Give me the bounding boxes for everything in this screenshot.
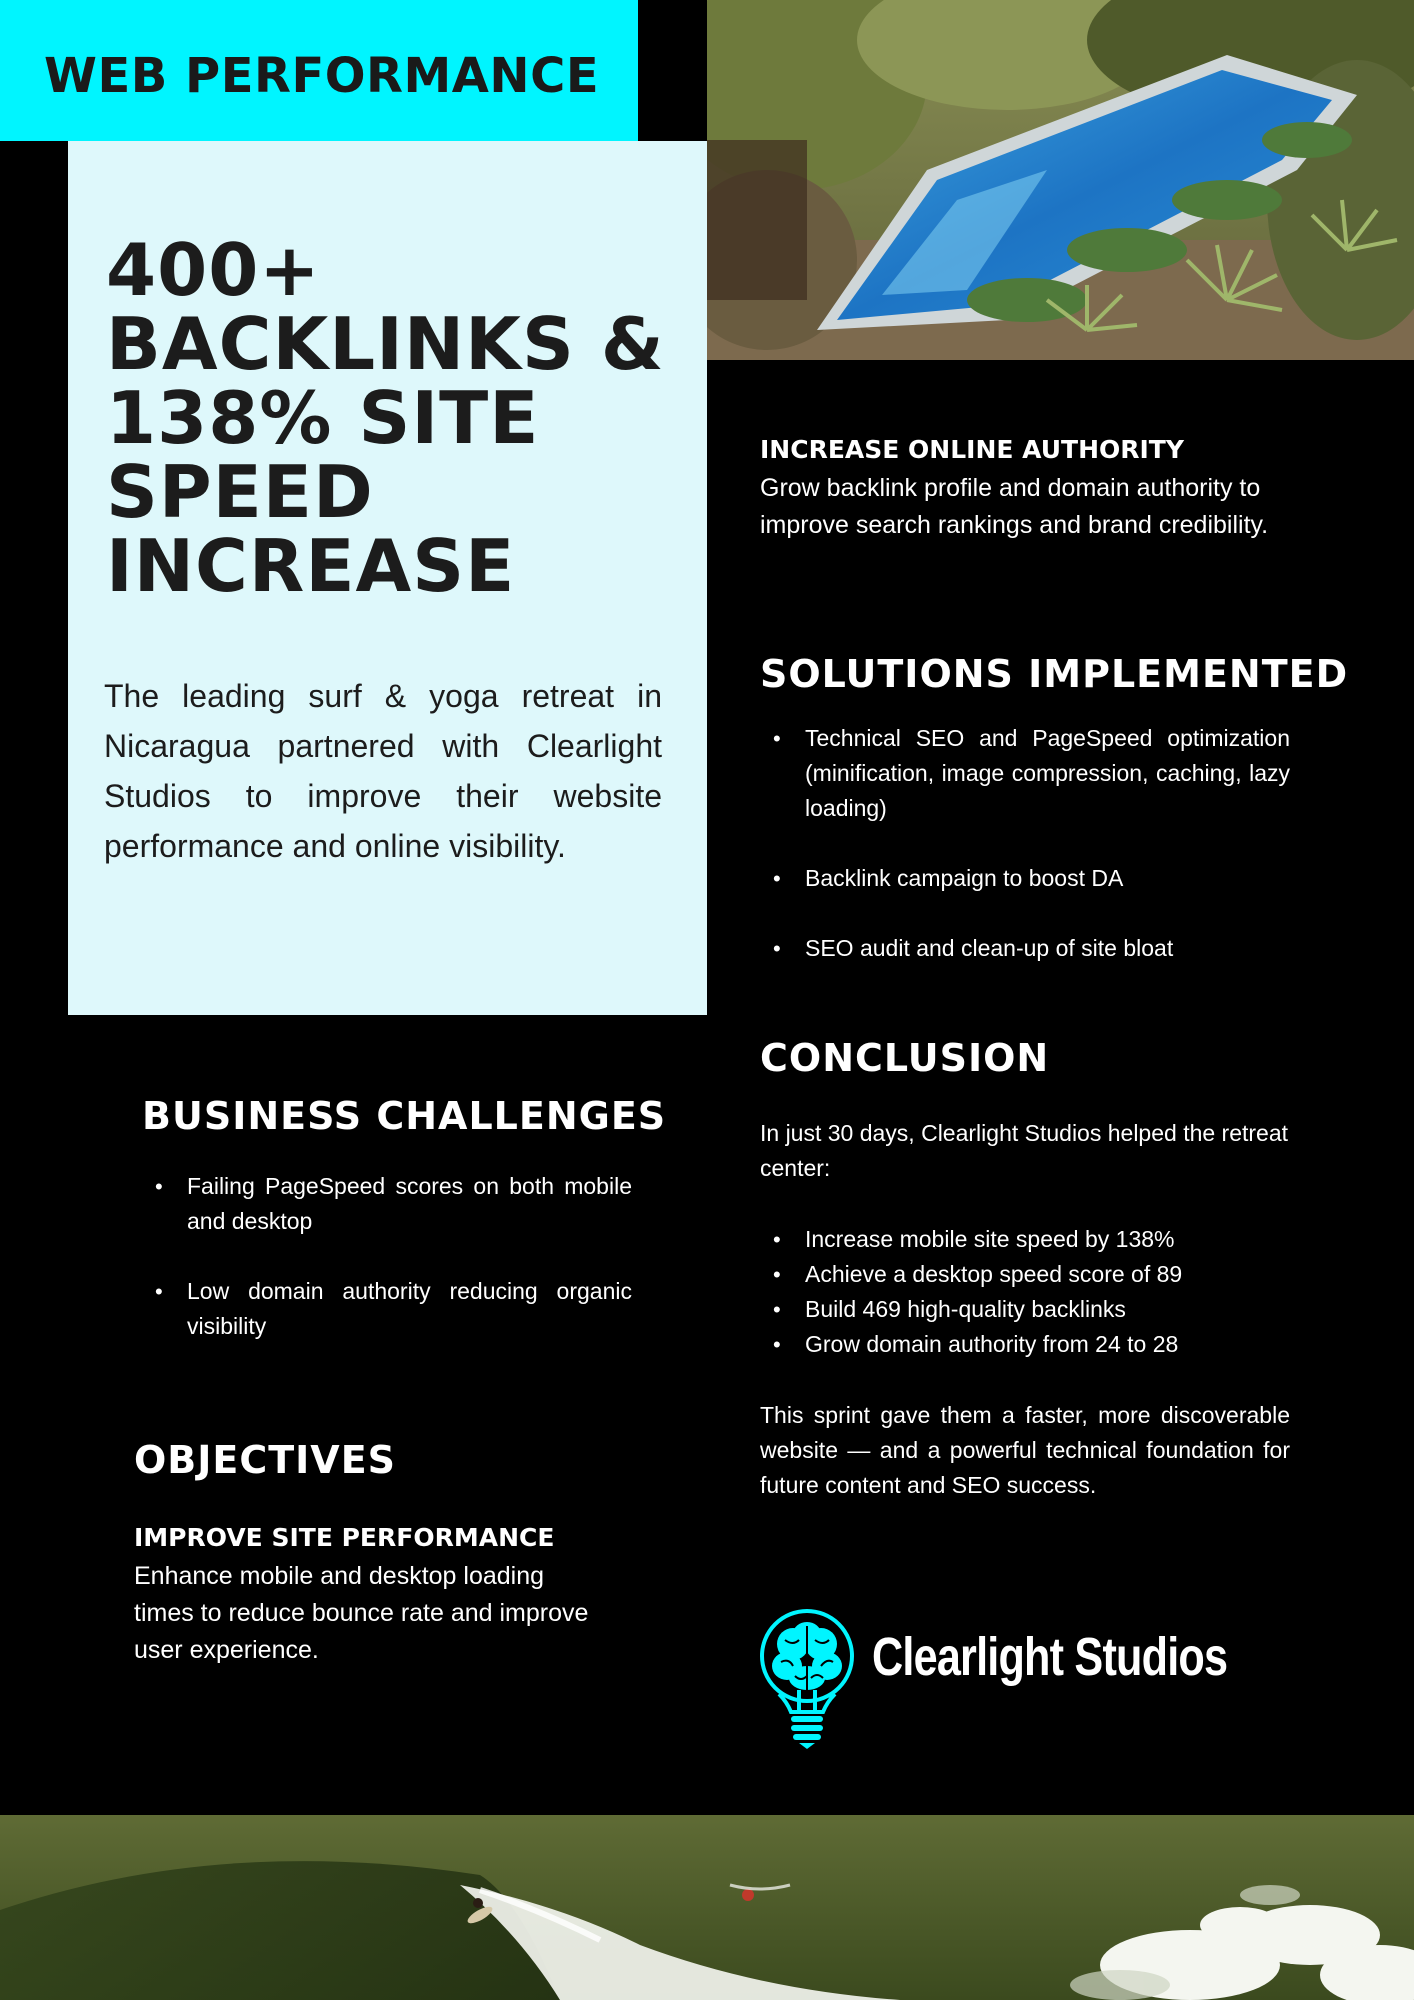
list-item: • Grow domain authority from 24 to 28 (760, 1327, 1290, 1362)
challenges-list (142, 1169, 632, 1344)
pool-photo (707, 0, 1414, 360)
brand-name: Clearlight Studios (872, 1627, 1228, 1687)
header-tag (0, 0, 638, 141)
headline-line: 138% SITE (106, 376, 540, 460)
brain-lightbulb-icon (757, 1606, 857, 1750)
objective-text: Grow backlink profile and domain authority to improve search rankings and brand credibility. (760, 474, 1269, 539)
surf-wave-photo (0, 1815, 1414, 2000)
objective-title: INCREASE ONLINE AUTHORITY (760, 435, 1184, 464)
objective-text: Enhance mobile and desktop loading times to reduce bounce rate and improve user experience. (134, 1562, 589, 1664)
headline-line: SPEED (106, 450, 374, 534)
list-item: • Increase mobile site speed by 138% (760, 1222, 1290, 1257)
objective-title: IMPROVE SITE PERFORMANCE (134, 1523, 555, 1552)
header-tag-label: WEB PERFORMANCE (44, 48, 600, 104)
list-item: • Backlink campaign to boost DA (760, 861, 1290, 896)
headline-line: 400+ (106, 228, 321, 312)
list-item: • Technical SEO and PageSpeed optimization (minification, image compression, caching, lazy loading) (760, 721, 1290, 826)
list-item: • SEO audit and clean-up of site bloat (760, 931, 1290, 966)
conclusion-intro: In just 30 days, Clearlight Studios helped the retreat center: (760, 1120, 1289, 1181)
headline (106, 228, 676, 608)
summary-card (68, 141, 707, 1015)
list-item: • Low domain authority reducing organic visibility (142, 1274, 632, 1344)
intro-text: The leading surf & yoga retreat in Nicaragua partnered with Clearlight Studios to improve their website performance and online visibility. (104, 678, 662, 864)
list-item: • Build 469 high-quality backlinks (760, 1292, 1290, 1327)
list-item: • Achieve a desktop speed score of 89 (760, 1257, 1290, 1292)
headline-line: BACKLINKS & (106, 302, 665, 386)
conclusion-heading: CONCLUSION (760, 1036, 1050, 1080)
solutions-list (760, 721, 1290, 966)
solutions-heading: SOLUTIONS IMPLEMENTED (760, 652, 1349, 696)
list-item: • Failing PageSpeed scores on both mobile and desktop (142, 1169, 632, 1239)
headline-line: INCREASE (106, 524, 516, 608)
challenges-heading: BUSINESS CHALLENGES (142, 1094, 667, 1138)
conclusion-list (760, 1222, 1290, 1362)
conclusion-closing: This sprint gave them a faster, more discoverable website — and a powerful technical foundation for future content and SEO success. (760, 1402, 1290, 1498)
objectives-heading: OBJECTIVES (134, 1438, 397, 1482)
